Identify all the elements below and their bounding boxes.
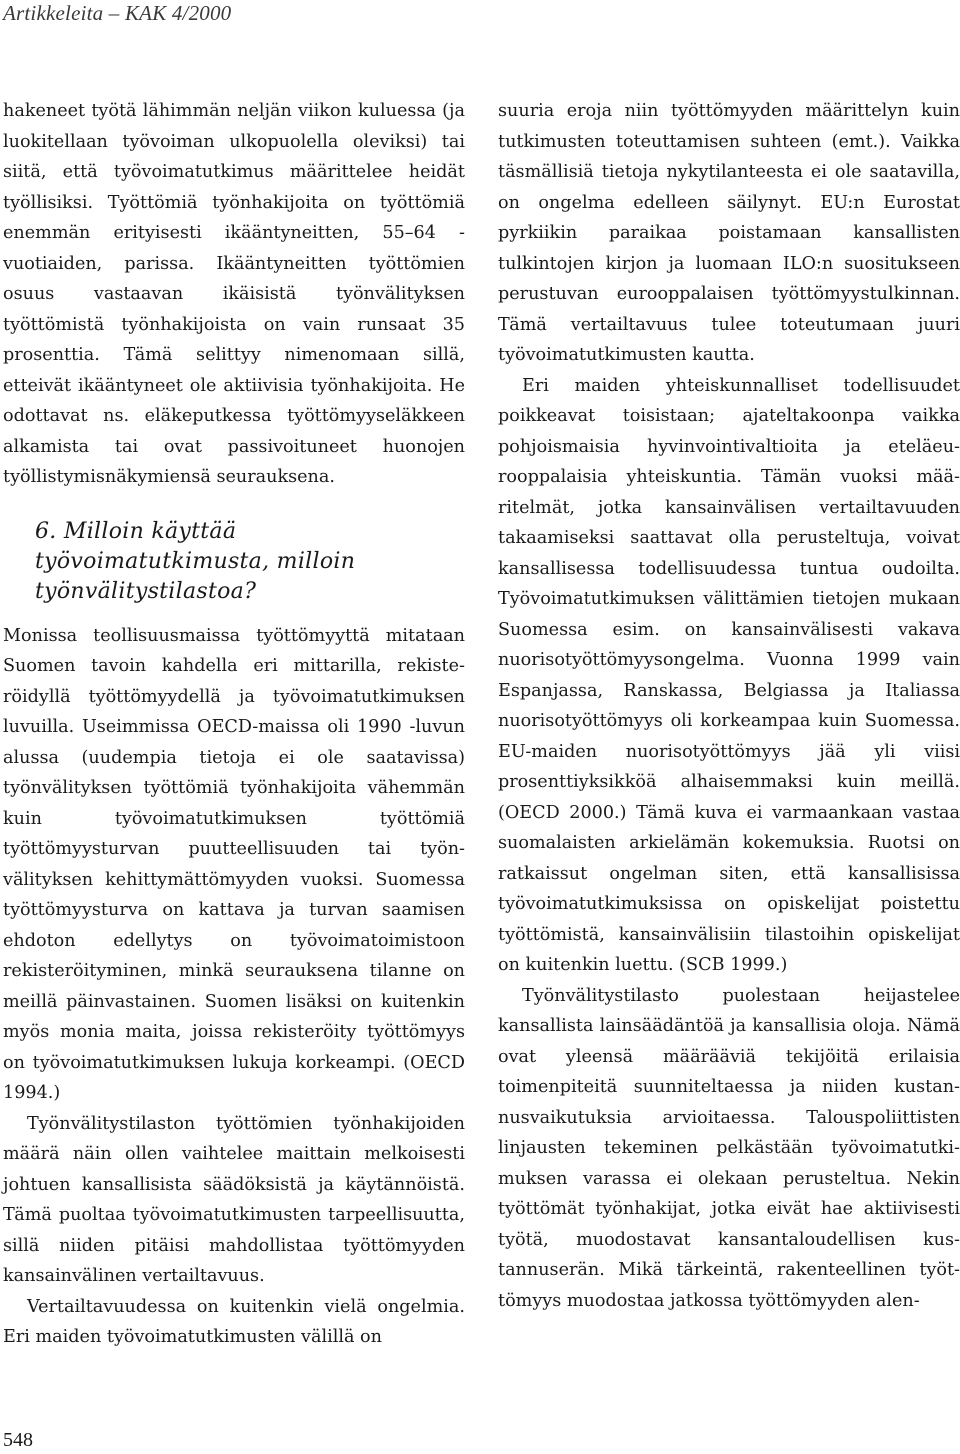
paragraph: suuria eroja niin työttömyyden määrittelyn kuin tutkimusten toteuttamisen suhteen (emt.). Vaikka täsmällisiä tietoja nykytilanteesta ei ole saatavilla, on ongelma edelleen säilynyt. EU:n Eurostat pyrkiikin paraikaa poistamaan kansallisten tulkintojen kirjon ja luomaan ILO:n suositukseen perustuvan eurooppalaisen työttömyystulkinnan. Tämä vertailtavuus tulee toteutumaan juuri työvoimatutkimusten kautta.: [498, 101, 960, 365]
right-column: [498, 96, 960, 1316]
paragraph: Eri maiden yhteiskunnalliset todellisuudet poikkeavat toisistaan; ajateltakoonpa vaikka pohjoismaisia hyvinvointivaltioita ja eteläeurooppalaisia yhteiskuntia. Tämän vuoksi määritelmät, jotka kansainvälisen vertailtavuuden takaamiseksi saattavat olla perusteltuja, voivat kansallisessa todellisuudessa tuntua oudoilta. Työvoimatutkimuksen välittämien tietojen mukaan Suomessa esim. on kansainvälisesti vakava nuorisotyöttömyysongelma. Vuonna 1999 vain Espanjassa, Ranskassa, Belgiassa ja Italiassa nuorisotyöttömyys oli korkeampaa kuin Suomessa. EU-maiden nuorisotyöttömyys jää yli viisi prosenttiyksikköä alhaisemmaksi kuin meillä. (OECD 2000.) Tämä kuva ei varmaankaan vastaa suomalaisten arkielämän kokemuksia. Ruotsi on ratkaissut ongelman siten, että kansallisissa työvoimatutkimuksissa on opiskelijat poistettu työttömistä, kansainvälisiin tilastoihin opiskelijat on kuitenkin luettu. (SCB 1999.): [498, 375, 960, 975]
paragraph: hakeneet työtä lähimmän neljän viikon kuluessa (ja luokitellaan työvoiman ulkopuolella oleviksi) tai siitä, että työvoimatutkimus määrittelee heidät työllisiksi. Työttömiä työnhakijoita on työttömiä enemmän erityisesti ikääntyneitten, 55–64 -vuotiaiden, parissa. Ikääntyneitten työttömien osuus vastaavan ikäisistä työnvälityksen työttömistä työnhakijoista on vain runsaat 35 prosenttia. Tämä selittyy nimenomaan sillä, etteivät ikääntyneet ole aktiivisia työnhakijoita. He odottavat ns. eläkeputkessa työttömyyseläkkeen alkamista tai ovat passivoituneet huonojen työllistymisnäkymiensä seurauksena.: [3, 101, 465, 487]
paragraph: Työnvälitystilaston työttömien työnhakijoiden määrä näin ollen vaihtelee maittain melkoisesti johtuen kansallisista säädöksistä ja käytännöistä. Tämä puoltaa työvoimatutkimusten tarpeellisuutta, sillä niiden pitäisi mahdollistaa työttömyyden kansainvälinen vertailtavuus.: [3, 1113, 465, 1286]
paragraph: Monissa teollisuusmaissa työttömyyttä mitataan Suomen tavoin kahdella eri mittarilla, rekisteröidyllä työttömyydellä ja työvoimatutkimuksen luvuilla. Useimmissa OECD-maissa oli 1990 -luvun alussa (uudempia tietoja ei ole saatavissa) työnvälityksen työttömiä työnhakijoita vähemmän kuin työvoimatutkimuksen työttömiä työttömyysturvan puutteellisuuden tai työnvälityksen kehittymättömyyden vuoksi. Suomessa työttömyysturva on kattava ja turvan saamisen ehdoton edellytys on työvoimatoimistoon rekisteröityminen, minkä seurauksena tilanne on meillä päinvastainen. Suomen lisäksi on kuitenkin myös monia maita, joissa rekisteröity työttömyys on työvoimatutkimuksen lukuja korkeampi. (OECD 1994.): [3, 625, 465, 1103]
paragraph: Työnvälitystilasto puolestaan heijastelee kansallista lainsäädäntöä ja kansallisia oloja. Nämä ovat yleensä määrääviä tekijöitä erilaisia toimenpiteitä suunniteltaessa ja niiden kustannusvaikutuksia arvioitaessa. Talouspoliittisten linjausten tekeminen pelkästään työvoimatutkimuksen varassa ei olekaan perusteltua. Nekin työttömät työnhakijat, jotka eivät hae aktiivisesti työtä, muodostavat kansantaloudellisen kustannuserän. Mikä tärkeintä, rakenteellinen työttömyys muodostaa jatkossa työttömyyden alen-: [498, 985, 960, 1311]
left-column: [3, 96, 465, 1353]
section-heading: 6. Milloin käyttää työvoimatutkimusta, milloin työnvälitystilastoa?: [35, 518, 356, 604]
page-number: 548: [3, 1429, 33, 1451]
paragraph: Vertailtavuudessa on kuitenkin vielä ongelmia. Eri maiden työvoimatutkimusten välillä on: [3, 1296, 465, 1347]
running-header: Artikkeleita – KAK 4/2000: [3, 1, 232, 25]
